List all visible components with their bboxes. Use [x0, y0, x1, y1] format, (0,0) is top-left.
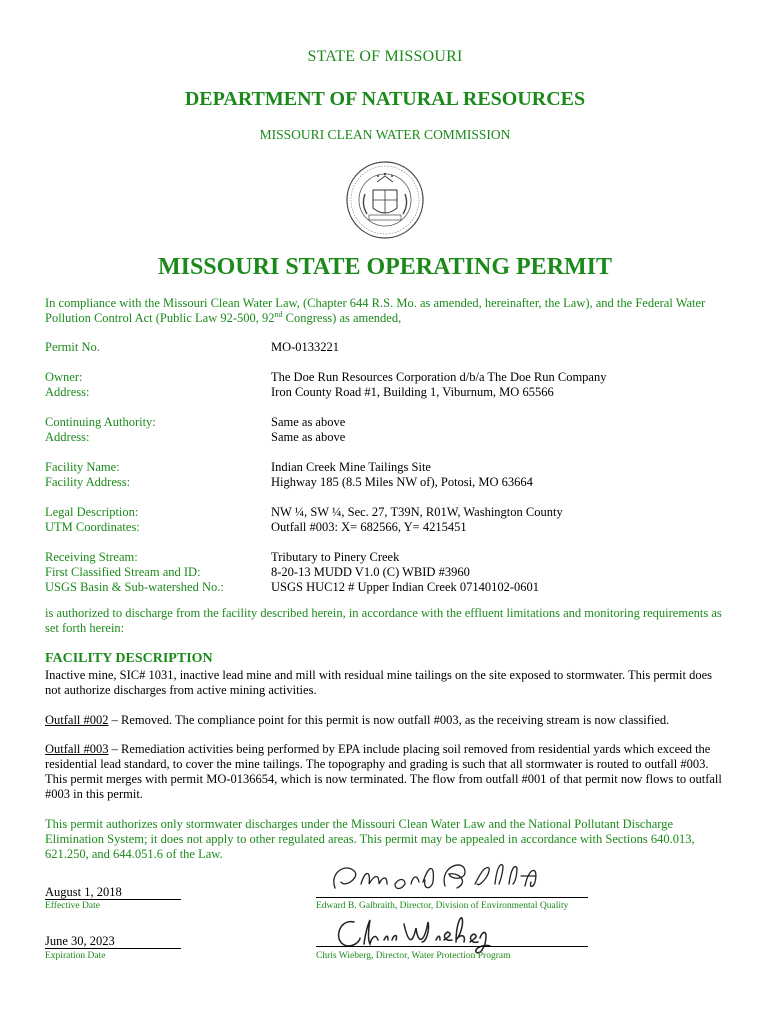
field-label: Owner:: [45, 370, 83, 384]
field-row: [45, 340, 735, 355]
outfall-002-label: Outfall #002: [45, 713, 109, 727]
field-value: Indian Creek Mine Tailings Site: [271, 460, 431, 474]
field-value: Outfall #003: X= 682566, Y= 4215451: [271, 520, 467, 534]
field-label: Continuing Authority:: [45, 415, 156, 429]
effective-date: August 1, 2018: [45, 885, 181, 900]
field-row: [45, 475, 735, 490]
field-value: MO-0133221: [271, 340, 340, 354]
department-header: DEPARTMENT OF NATURAL RESOURCES: [184, 88, 586, 110]
field-row: [45, 370, 735, 385]
state-header: STATE OF MISSOURI: [307, 48, 463, 65]
facility-description-heading: FACILITY DESCRIPTION: [45, 651, 213, 666]
field-value: Iron County Road #1, Building 1, Viburnum, MO 65566: [271, 385, 554, 399]
field-value: Same as above: [271, 415, 346, 429]
field-label: First Classified Stream and ID:: [45, 565, 201, 579]
field-label: Legal Description:: [45, 505, 139, 519]
field-row: [45, 550, 735, 565]
effective-date-label: Effective Date: [45, 901, 100, 911]
field-row: [45, 505, 735, 520]
field-row: [45, 430, 735, 445]
field-label: Facility Name:: [45, 460, 120, 474]
field-label: Address:: [45, 385, 90, 399]
signature-line-1: [316, 896, 588, 898]
field-label: USGS Basin & Sub-watershed No.:: [45, 580, 224, 594]
field-row: [45, 565, 735, 580]
commission-header: MISSOURI CLEAN WATER COMMISSION: [259, 127, 511, 142]
expiration-date-label: Expiration Date: [45, 951, 106, 961]
expiration-date: June 30, 2023: [45, 934, 181, 949]
field-label: Permit No.: [45, 340, 100, 354]
signature-line-2: [316, 945, 588, 947]
field-value: Tributary to Pinery Creek: [271, 550, 400, 564]
permit-title: MISSOURI STATE OPERATING PERMIT: [157, 254, 613, 280]
field-row: [45, 415, 735, 430]
field-label: Address:: [45, 430, 90, 444]
state-seal-icon: [345, 160, 425, 240]
handwritten-signature-icon: [325, 858, 555, 900]
signer-1-title: Edward B. Galbraith, Director, Division of Environmental Quality: [316, 901, 569, 911]
field-row: [45, 520, 735, 535]
outfall-003-label: Outfall #003: [45, 742, 109, 756]
field-label: Receiving Stream:: [45, 550, 138, 564]
signer-2-title: Chris Wieberg, Director, Water Protection Program: [316, 951, 511, 961]
field-value: Same as above: [271, 430, 346, 444]
field-value: NW ¼, SW ¼, Sec. 27, T39N, R01W, Washington County: [271, 505, 563, 519]
field-row: [45, 385, 735, 400]
field-value: 8-20-13 MUDD V1.0 (C) WBID #3960: [271, 565, 470, 579]
outfall-003-text: Outfall #003 – Remediation activities being performed by EPA include placing soil removed from residential yards which exceed the residential lead standard, to cover the mine tailings. The topography and grading is such that all stormwater is routed to outfall #003. This permit merges with permit MO-0136654, which is now terminated. The flow from outfall #001 of that permit now flows to outfall #003 in this permit.: [45, 742, 722, 801]
field-label: Facility Address:: [45, 475, 131, 489]
field-row: [45, 460, 735, 475]
field-value: The Doe Run Resources Corporation d/b/a The Doe Run Company: [271, 370, 607, 384]
permit-fields: [45, 340, 735, 595]
facility-description-text: Inactive mine, SIC# 1031, inactive lead mine and mill with residual mine tailings on the site exposed to stormwater. This permit does not authorize discharges from active mining activities.: [45, 668, 712, 697]
compliance-statement: In compliance with the Missouri Clean Water Law, (Chapter 644 R.S. Mo. as amended, hereinafter, the Law), and the Federal Water Pollution Control Act (Public Law 92-500, 92nd Congress) as amended,: [45, 296, 706, 325]
stormwater-statement: This permit authorizes only stormwater discharges under the Missouri Clean Water Law and the National Pollutant Discharge Elimination System; it does not apply to other regulated areas. This permit may be appealed in accordance with Sections 640.013, 621.250, and 644.051.6 of the Law.: [45, 817, 695, 861]
field-value: USGS HUC12 # Upper Indian Creek 07140102-0601: [271, 580, 540, 594]
field-row: [45, 580, 735, 595]
field-value: Highway 185 (8.5 Miles NW of), Potosi, MO 63664: [271, 475, 533, 489]
authorization-statement: is authorized to discharge from the facility described herein, in accordance with the effluent limitations and monitoring requirements as set forth herein:: [45, 606, 722, 635]
outfall-002-text: Outfall #002 – Removed. The compliance point for this permit is now outfall #003, as the receiving stream is now classified.: [45, 713, 670, 727]
field-label: UTM Coordinates:: [45, 520, 140, 534]
